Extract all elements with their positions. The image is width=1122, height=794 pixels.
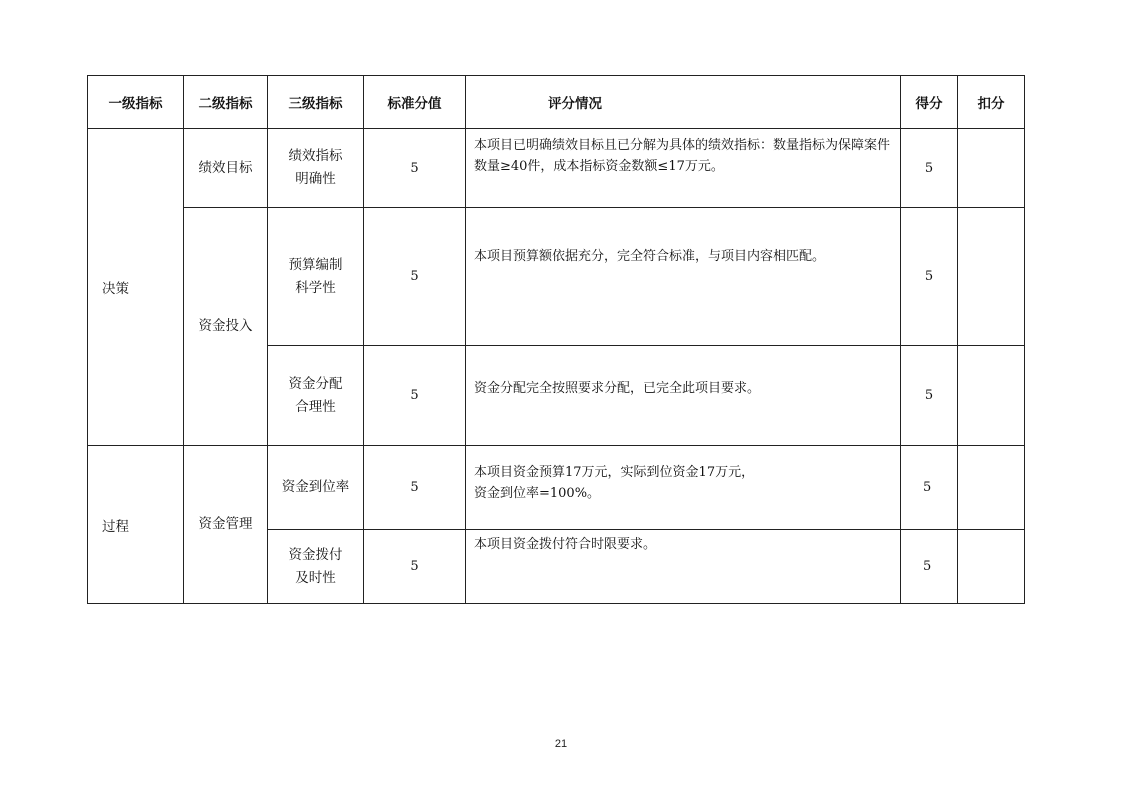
deduction-cell bbox=[958, 208, 1025, 346]
header-standard: 标准分值 bbox=[364, 76, 466, 129]
score-cell: 5 bbox=[901, 208, 958, 346]
header-level1: 一级指标 bbox=[88, 76, 184, 129]
standard-score-cell: 5 bbox=[364, 129, 466, 208]
table-row bbox=[88, 446, 1025, 530]
score-cell: 5 bbox=[901, 346, 958, 446]
evaluation-cell: 本项目资金拨付符合时限要求。 bbox=[466, 530, 901, 604]
level3-cell: 绩效指标 明确性 bbox=[268, 129, 364, 208]
score-cell: 5 bbox=[901, 129, 958, 208]
level1-cell: 决策 bbox=[88, 129, 184, 446]
page-number: 21 bbox=[554, 738, 568, 750]
standard-score-cell: 5 bbox=[364, 346, 466, 446]
deduction-cell bbox=[958, 530, 1025, 604]
score-cell: 5 bbox=[901, 530, 958, 604]
standard-score-cell: 5 bbox=[364, 530, 466, 604]
deduction-cell bbox=[958, 446, 1025, 530]
header-evaluation: 评分情况 bbox=[466, 76, 901, 129]
deduction-cell bbox=[958, 129, 1025, 208]
evaluation-cell: 资金分配完全按照要求分配，已完全此项目要求。 bbox=[466, 346, 901, 446]
header-score: 得分 bbox=[901, 76, 958, 129]
level3-cell: 预算编制 科学性 bbox=[268, 208, 364, 346]
table-row bbox=[88, 208, 1025, 346]
level2-cell: 资金投入 bbox=[184, 208, 268, 446]
evaluation-cell: 本项目资金预算17万元，实际到位资金17万元， 资金到位率=100%。 bbox=[466, 446, 901, 530]
standard-score-cell: 5 bbox=[364, 208, 466, 346]
level2-cell: 资金管理 bbox=[184, 446, 268, 604]
header-deduction: 扣分 bbox=[958, 76, 1025, 129]
header-row bbox=[88, 76, 1025, 129]
evaluation-cell: 本项目已明确绩效目标且已分解为具体的绩效指标：数量指标为保障案件数量≥40件，成本指标资金数额≤17万元。 bbox=[466, 129, 901, 208]
level3-cell: 资金分配 合理性 bbox=[268, 346, 364, 446]
standard-score-cell: 5 bbox=[364, 446, 466, 530]
evaluation-cell: 本项目预算额依据充分，完全符合标准，与项目内容相匹配。 bbox=[466, 208, 901, 346]
level1-cell: 过程 bbox=[88, 446, 184, 604]
deduction-cell bbox=[958, 346, 1025, 446]
header-level3: 三级指标 bbox=[268, 76, 364, 129]
level2-cell: 绩效目标 bbox=[184, 129, 268, 208]
level3-cell: 资金拨付 及时性 bbox=[268, 530, 364, 604]
evaluation-table bbox=[87, 75, 1025, 604]
score-cell: 5 bbox=[901, 446, 958, 530]
header-level2: 二级指标 bbox=[184, 76, 268, 129]
level3-cell: 资金到位率 bbox=[268, 446, 364, 530]
table-row bbox=[88, 129, 1025, 208]
